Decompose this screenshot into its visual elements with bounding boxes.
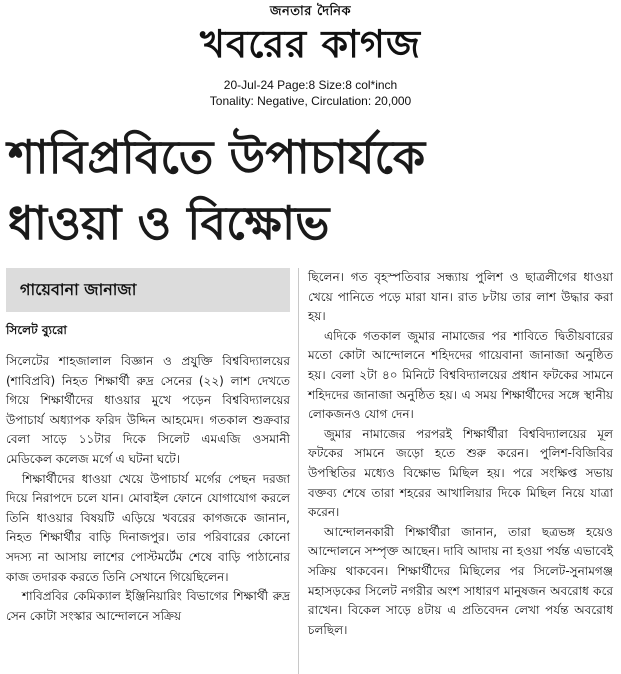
article-paragraph: সিলেটের শাহজালাল বিজ্ঞান ও প্রযুক্তি বিশ্ববিদ্যালয়ের (শাবিপ্রবি) নিহত শিক্ষার্থী রুদ্র সেনের (২২) লাশ দেখতে গিয়ে শিক্ষার্থীদের ধাওয়ার মুখে পড়েন বিশ্ববিদ্যালয়ের উপাচার্য অধ্যাপক ফরিদ উদ্দিন আহমেদ। গতকাল শুক্রবার বেলা সাড়ে ১১টার দিকে সিলেট এমএজি ওসমানী মেডিকেল কলেজ মর্গে এ ঘটনা ঘটে।: [6, 354, 290, 466]
article-paragraph: আন্দোলনকারী শিক্ষার্থীরা জানান, তারা ছত্রভঙ্গ হয়েও আন্দোলনে সম্পৃক্ত আছেন। দাবি আদায় না হওয়া পর্যন্ত এভাবেই সক্রিয় থাকবেন। শিক্ষার্থীদের মিছিলের পর সিলেট-সুনামগঞ্জ মহাসড়কের সিলেট নগরীর অংশ সাধারণ মানুষজন অবরোধ করে রাখেন। বিকেল সাড়ে ৪টায় এ প্রতিবেদন লেখা পর্যন্ত অবরোধ চলছিল।: [308, 524, 613, 637]
article-column-right: [308, 268, 613, 640]
article-paragraph: ছিলেন। গত বৃহস্পতিবার সন্ধ্যায় পুলিশ ও ছাত্রলীগের ধাওয়া খেয়ে পানিতে পড়ে মারা যান। রাত ৮টায় তার লাশ উদ্ধার করা হয়।: [308, 270, 613, 324]
article-paragraph: এদিকে গতকাল জুমার নামাজের পর শাবিতে দ্বিতীয়বারের মতো কোটা আন্দোলনে শহিদদের গায়েবানা জানাজা অনুষ্ঠিত হয়। বেলা ২টা ৪০ মিনিটে বিশ্ববিদ্যালয়ের প্রধান ফটকের সামনে শহিদদের জানাজা অনুষ্ঠিত হয়। এ সময় শিক্ষার্থীদের সঙ্গে স্থানীয় লোকজনও যোগ দেন।: [308, 328, 613, 422]
article-paragraph: শাবিপ্রবির কেমিক্যাল ইঞ্জিনিয়ারিং বিভাগের শিক্ষার্থী রুদ্র সেন কোটা সংস্কার আন্দোলনে সক্রিয়: [6, 589, 290, 623]
column-divider: [298, 268, 299, 674]
newspaper-logo: খবরের কাগজ: [200, 22, 421, 66]
clipping-meta-tonality: Tonality: Negative, Circulation: 20,000: [209, 94, 412, 108]
headline-line-1: শাবিপ্রবিতে উপাচার্যকে: [8, 130, 426, 184]
article-byline: সিলেট ব্যুরো: [6, 323, 67, 337]
masthead: [0, 0, 621, 110]
article-paragraph: শিক্ষার্থীদের ধাওয়া খেয়ে উপাচার্য মর্গের পেছন দরজা দিয়ে নিরাপদে চলে যান। মোবাইল ফোনে যোগাযোগ করলে তিনি ধাওয়ার বিষয়টি এড়িয়ে খবরের কাগজকে জানান, নিহত শিক্ষার্থীর বাড়ি দিনাজপুর। তার পরিবারের কোনো সদস্য না আসায় লাশের পোস্টমর্টেম শেষে বাড়ি পাঠানোর কাজ তদারক করতে তিনি সেখানে গিয়েছিলেন।: [6, 471, 290, 584]
article-headline: [8, 124, 608, 256]
article-subhead: গায়েবানা জানাজা: [6, 268, 290, 312]
clipping-meta-date-page: 20-Jul-24 Page:8 Size:8 col*inch: [223, 78, 398, 92]
masthead-tagline: জনতার দৈনিক: [269, 4, 352, 19]
headline-line-2: ধাওয়া ও বিক্ষোভ: [8, 196, 330, 250]
article-paragraph: জুমার নামাজের পরপরই শিক্ষার্থীরা বিশ্ববিদ্যালয়ের মূল ফটকের সামনে জড়ো হতে শুরু করেন। পুলিশ-বিজিবির উপস্থিতির মধ্যেও বিক্ষোভ মিছিল হয়। পরে সংক্ষিপ্ত সভায় বক্তব্য শেষে তারা শহরের আখালিয়ার দিকে মিছিল নিয়ে যাত্রা করেন।: [308, 426, 613, 520]
article-column-left: [6, 268, 290, 626]
